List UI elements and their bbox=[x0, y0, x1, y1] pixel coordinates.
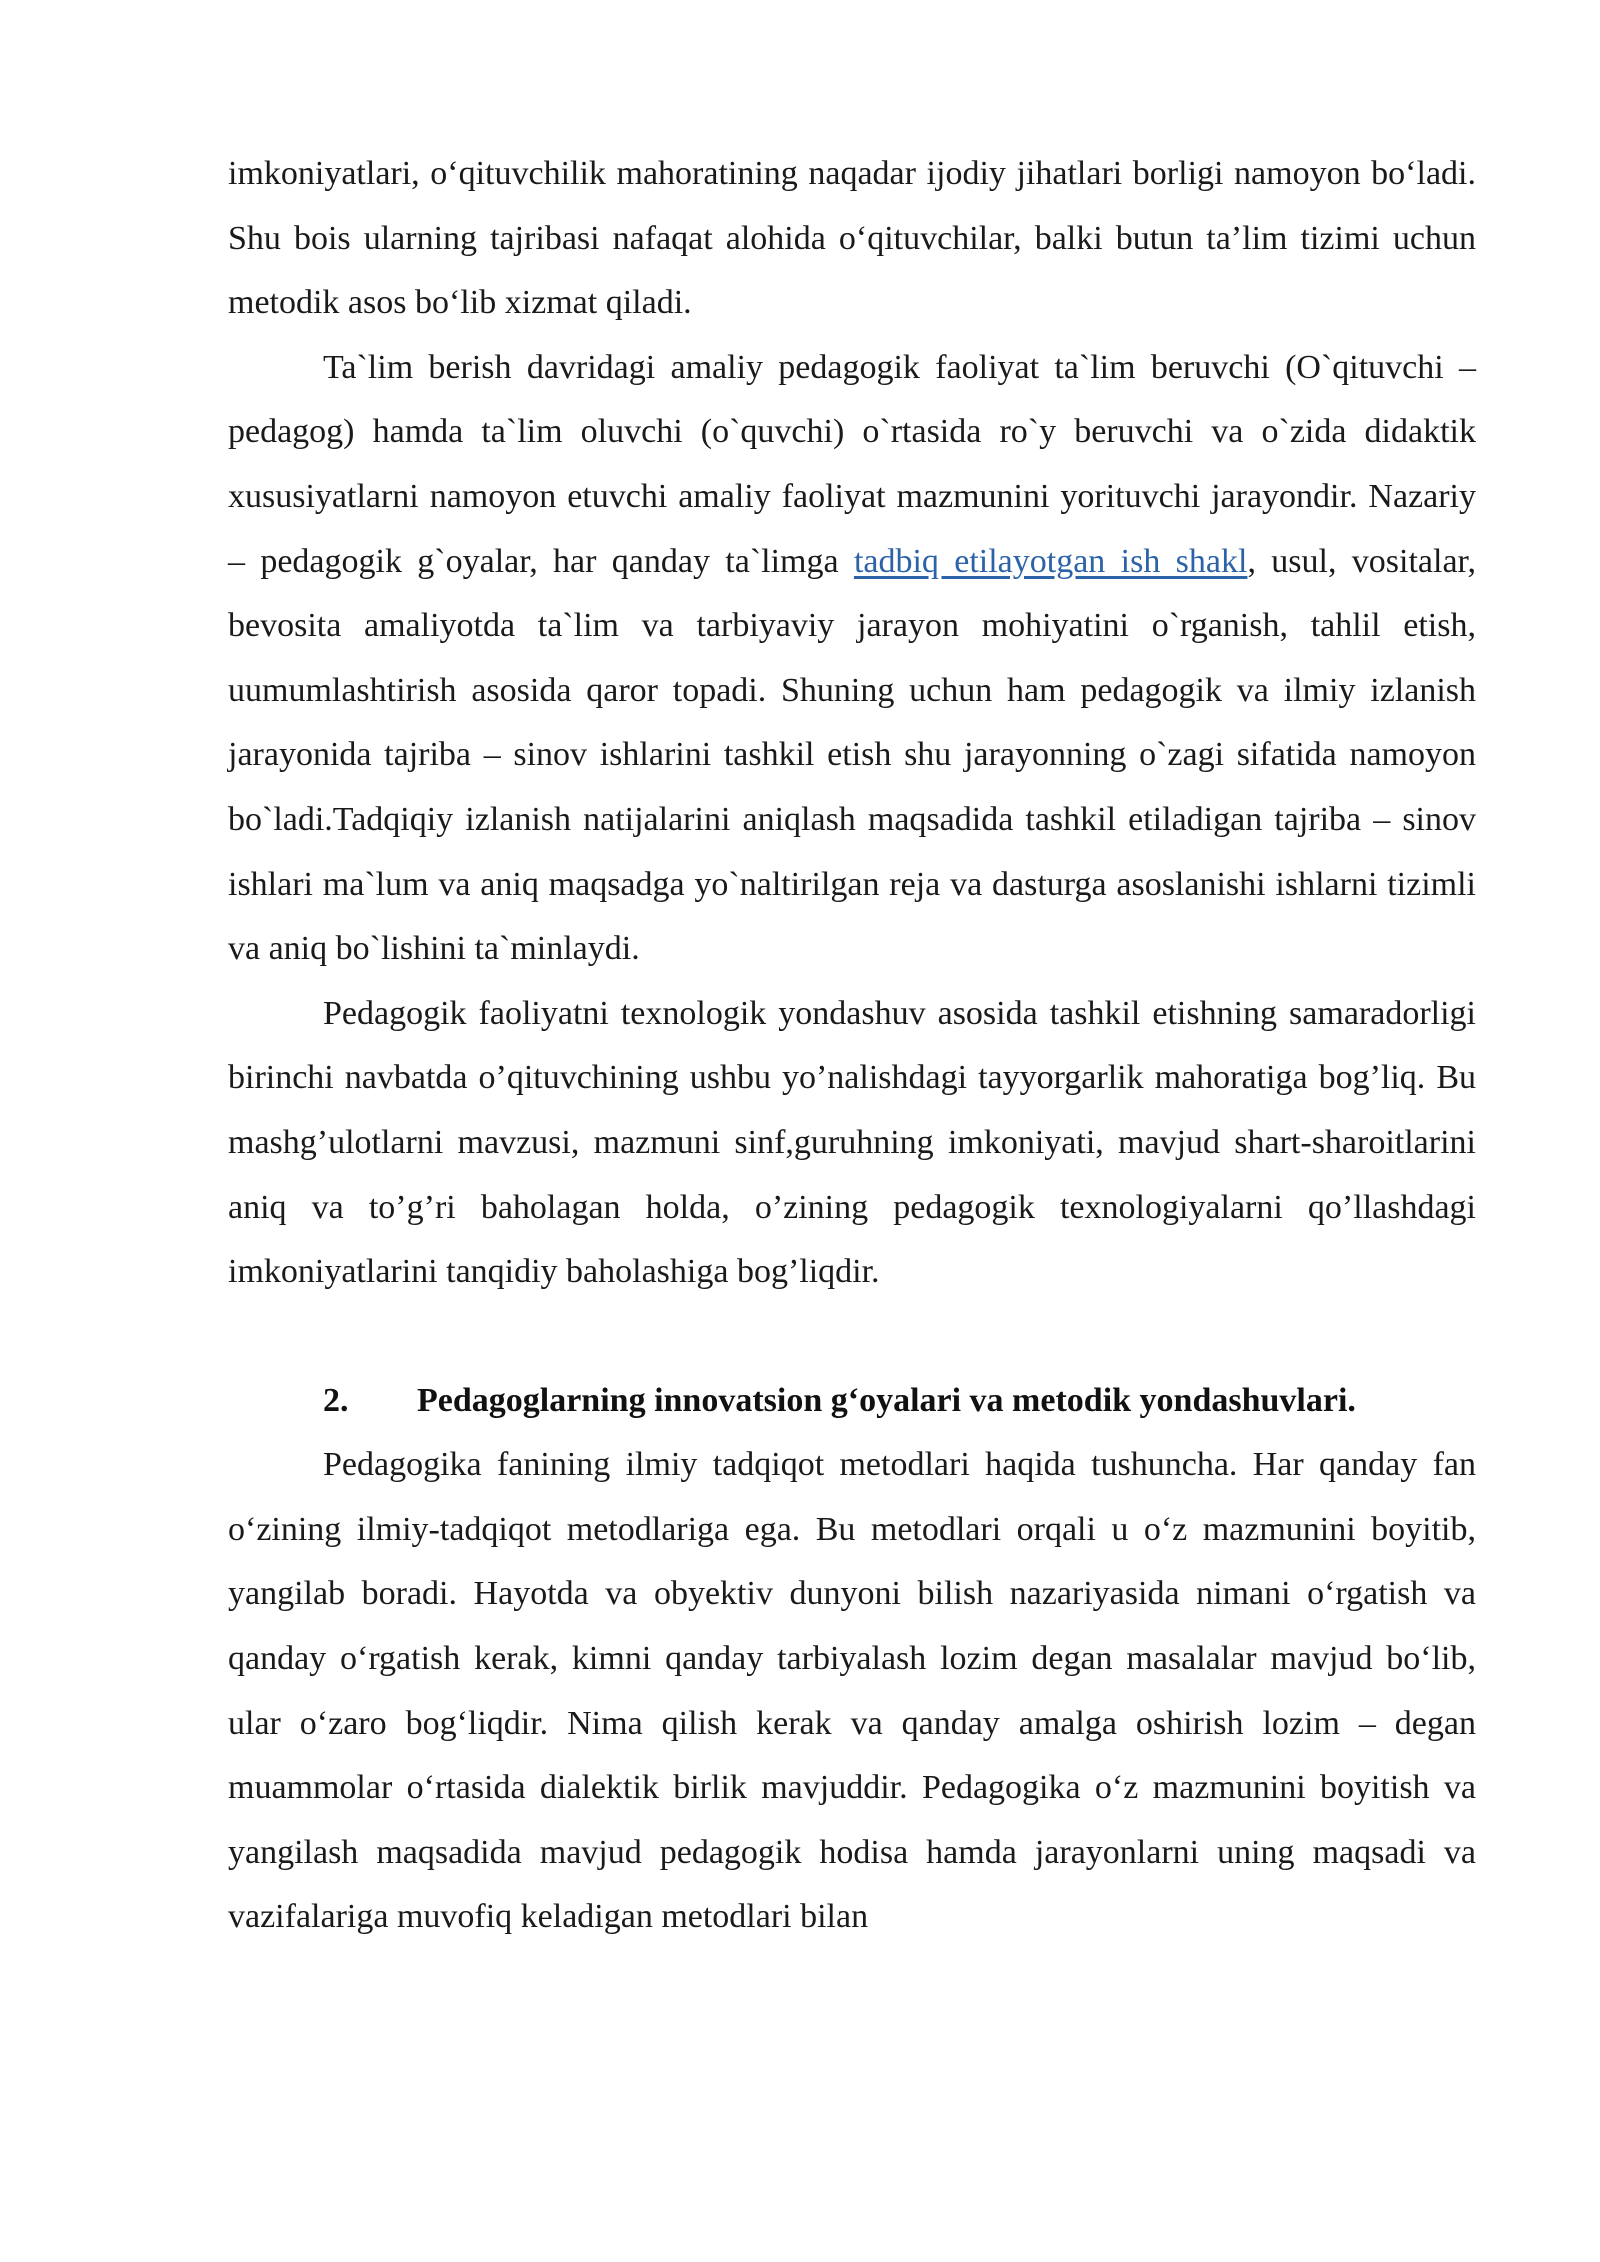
section-heading bbox=[228, 1369, 1476, 1434]
paragraph-practical-activity bbox=[228, 336, 1476, 982]
paragraph-text-after-link: , usul, vositalar, bevosita amaliyotda ta`lim va tarbiyaviy jarayon mohiyatini o`rganish, tahlil etish, uumumlashtirish asosida qaror topadi. Shuning uchun ham pedagogik va ilmiy izlanish jarayonida tajriba – sinov ishlarini tashkil etish shu jarayonning o`zagi sifatida namoyon bo`ladi.Tadqiqiy izlanish natijalarini aniqlash maqsadida tashkil etiladigan tajriba – sinov ishlari ma`lum va aniq maqsadga yo`naltirilgan reja va dasturga asoslanishi ishlarni tizimli va aniq bo`lishini ta`minlaydi. bbox=[228, 542, 1476, 968]
paragraph-technological-approach: Pedagogik faoliyatni texnologik yondashuv asosida tashkil etishning samaradorligi birinchi navbatda o’qituvchining ushbu yo’nalishdagi tayyorgarlik mahoratiga bog’liq. Bu mashg’ulotlarni mavzusi, mazmuni sinf,guruhning imkoniyati, mavjud shart-sharoitlarini aniq va to’g’ri baholagan holda, o’zining pedagogik texnologiyalarni qo’llashdagi imkoniyatlarini tanqidiy baholashiga bog’liqdir. bbox=[228, 994, 1476, 1291]
inline-link[interactable]: tadbiq etilayotgan ish shakl bbox=[853, 542, 1248, 580]
paragraph-research-methods: Pedagogika fanining ilmiy tadqiqot metodlari haqida tushuncha. Har qanday fan o‘zining ilmiy-tadqiqot metodlariga ega. Bu metodlari orqali u o‘z mazmunini boyitib, yangilab boradi. Hayotda va obyektiv dunyoni bilish nazariyasida nimani o‘rgatish va qanday o‘rgatish kerak, kimni qanday tarbiyalash lozim degan masalalar mavjud bo‘lib, ular o‘zaro bog‘liqdir. Nima qilish kerak va qanday amalga oshirish lozim – degan muammolar o‘rtasida dialektik birlik mavjuddir. Pedagogika o‘z mazmunini boyitish va yangilash maqsadida mavjud pedagogik hodisa hamda jarayonlarni uning maqsadi va vazifalariga muvofiq keladigan metodlari bilan bbox=[228, 1446, 1476, 1936]
page-content bbox=[228, 142, 1476, 1950]
section-spacer bbox=[228, 1305, 1476, 1369]
paragraph-text-before-link: Ta`lim berish davridagi amaliy pedagogik faoliyat ta`lim beruvchi (O`qituvchi – pedagog) hamda ta`lim oluvchi (o`quvchi) o`rtasida ro`y beruvchi va o`zida didaktik xususiyatlarni namoyon etuvchi amaliy faoliyat mazmunini yorituvchi jarayondir. Nazariy – pedagogik g`oyalar, har qanday ta`limga bbox=[228, 348, 1476, 580]
section-title: Pedagoglarning innovatsion g‘oyalari va metodik yondashuvlari. bbox=[417, 1381, 1356, 1419]
section-number: 2. bbox=[323, 1381, 349, 1419]
paragraph-continuation: imkoniyatlari, o‘qituvchilik mahoratining naqadar ijodiy jihatlari borligi namoyon bo‘ladi. Shu bois ularning tajribasi nafaqat alohida o‘qituvchilar, balki butun ta’lim tizimi uchun metodik asos bo‘lib xizmat qiladi. bbox=[228, 155, 1476, 322]
